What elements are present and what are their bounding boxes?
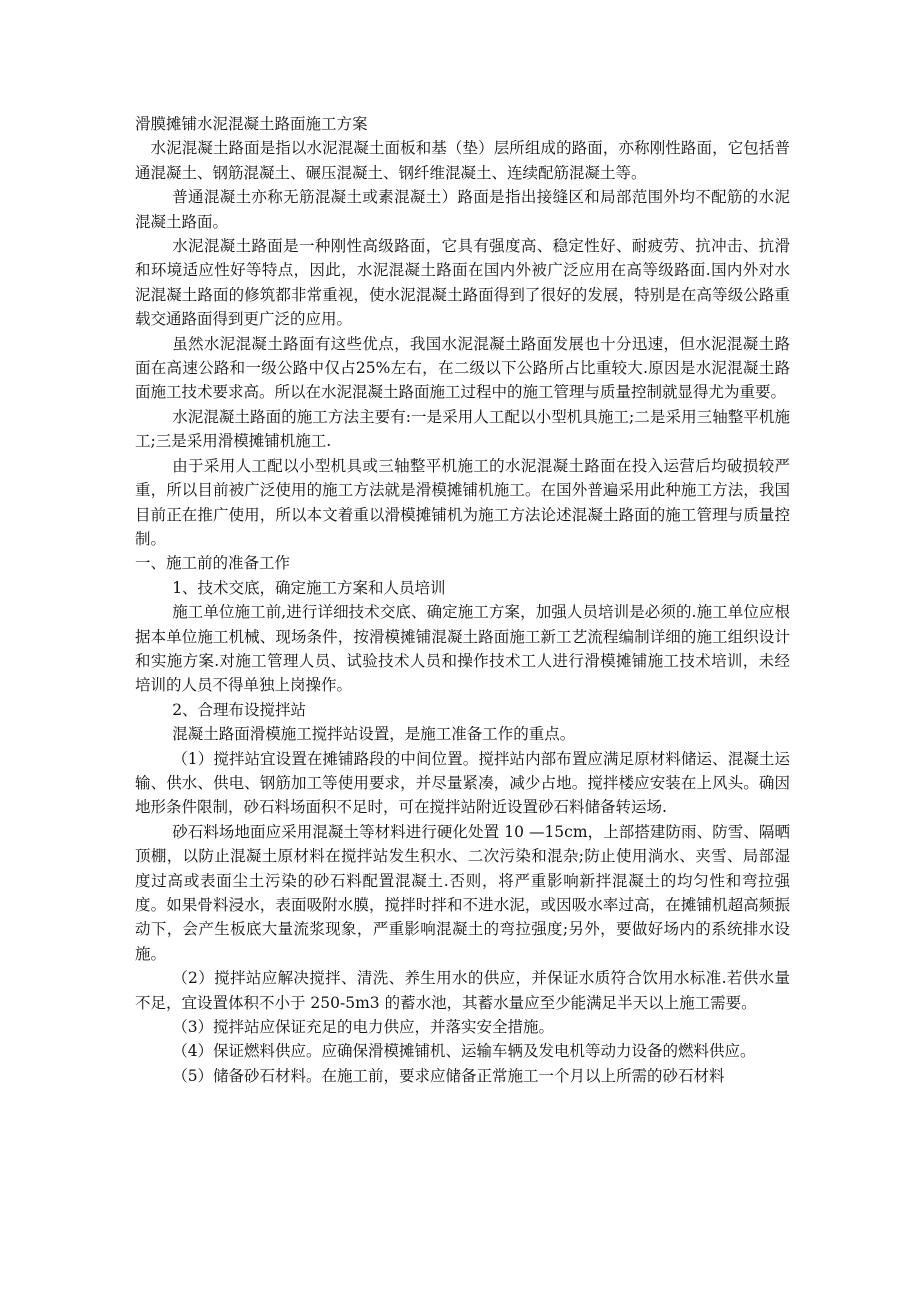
paragraph: （5）储备砂石材料。在施工前，要求应储备正常施工一个月以上所需的砂石材料 <box>172 1066 725 1085</box>
paragraph: 一、施工前的准备工作 <box>135 554 291 573</box>
paragraph: 水泥混凝土路面是一种刚性高级路面，它具有强度高、稳定性好、耐疲劳、抗冲击、抗滑和环境适应性好等特点，因此，水泥混凝土路面在国内外被广泛应用在高等级路面.国内外对水泥混凝土路面的修筑都非常重视，使水泥混凝土路面得到了很好的发展，特别是在高等级公路重载交通路面得到更广泛的应用。 <box>135 237 790 329</box>
paragraph: 混凝土路面滑模施工搅拌站设置，是施工准备工作的重点。 <box>172 725 576 744</box>
paragraph: 水泥混凝土路面是指以水泥混凝土面板和基（垫）层所组成的路面，亦称刚性路面，它包括普通混凝土、钢筋混凝土、碾压混凝土、钢纤维混凝土、连续配筋混凝土等。 <box>135 139 790 182</box>
document-title: 滑膜摊铺水泥混凝土路面施工方案 <box>135 115 368 133</box>
paragraph: （1）搅拌站宜设置在摊铺路段的中间位置。搅拌站内部布置应满足原材料储运、混凝土运输、供水、供电、钢筋加工等使用要求，并尽量紧凑，减少占地。搅拌楼应安装在上风头。确因地形条件限制，砂石料场面积不足时，可在搅拌站附近设置砂石料储备转运场. <box>135 749 790 817</box>
document-body <box>135 136 790 1088</box>
paragraph: 2、合理布设搅拌站 <box>172 700 307 719</box>
document-page <box>135 112 790 1088</box>
paragraph: 虽然水泥混凝土路面有这些优点，我国水泥混凝土路面发展也十分迅速，但水泥混凝土路面在高速公路和一级公路中仅占25%左右，在二级以下公路所占比重较大.原因是水泥混凝土路面施工技术要求高。所以在水泥混凝土路面施工过程中的施工管理与质量控制就显得尤为重要。 <box>135 334 790 402</box>
paragraph: （3）搅拌站应保证充足的电力供应，并落实安全措施。 <box>172 1018 555 1037</box>
paragraph: （4）保证燃料供应。应确保滑模摊铺机、运输车辆及发电机等动力设备的燃料供应。 <box>172 1042 756 1061</box>
paragraph: 砂石料场地面应采用混凝土等材料进行硬化处置 10 —15cm，上部搭建防雨、防雪、隔晒顶棚，以防止混凝土原材料在搅拌站发生积水、二次污染和混杂;防止使用淌水、夹雪、局部湿度过高或表面尘土污染的砂石料配置混凝土.否则，将严重影响新拌混凝土的均匀性和弯拉强度。如果骨料浸水，表面吸附水膜，搅拌时拌和不进水泥，或因吸水率过高，在摊铺机超高频振动下，会产生板底大量流浆现象，严重影响混凝土的弯拉强度;另外，要做好场内的系统排水设施。 <box>135 822 790 963</box>
paragraph: 1、技术交底，确定施工方案和人员培训 <box>172 578 446 597</box>
paragraph: 由于采用人工配以小型机具或三轴整平机施工的水泥混凝土路面在投入运营后均破损较严重，所以目前被广泛使用的施工方法就是滑模摊铺机施工。在国外普遍采用此种施工方法，我国目前正在推广使用，所以本文着重以滑模摊铺机为施工方法论述混凝土路面的施工管理与质量控制。 <box>135 456 790 548</box>
paragraph: （2）搅拌站应解决搅拌、清洗、养生用水的供应，并保证水质符合饮用水标准.若供水量不足，宜设置体积不小于 250-5m3 的蓄水池，其蓄水量应至少能满足半天以上施工需要。 <box>135 969 790 1012</box>
paragraph: 水泥混凝土路面的施工方法主要有:一是采用人工配以小型机具施工;二是采用三轴整平机施工;三是采用滑模摊铺机施工. <box>135 407 790 451</box>
paragraph: 普通混凝土亦称无筋混凝土或素混凝土）路面是指出接缝区和局部范围外均不配筋的水泥混凝土路面。 <box>135 188 790 231</box>
paragraph: 施工单位施工前,进行详细技术交底、确定施工方案，加强人员培训是必须的.施工单位应根据本单位施工机械、现场条件，按滑模摊铺混凝土路面施工新工艺流程编制详细的施工组织设计和实施方案.对施工管理人员、试验技术人员和操作技术工人进行滑模摊铺施工技术培训，未经培训的人员不得单独上岗操作。 <box>135 603 790 695</box>
